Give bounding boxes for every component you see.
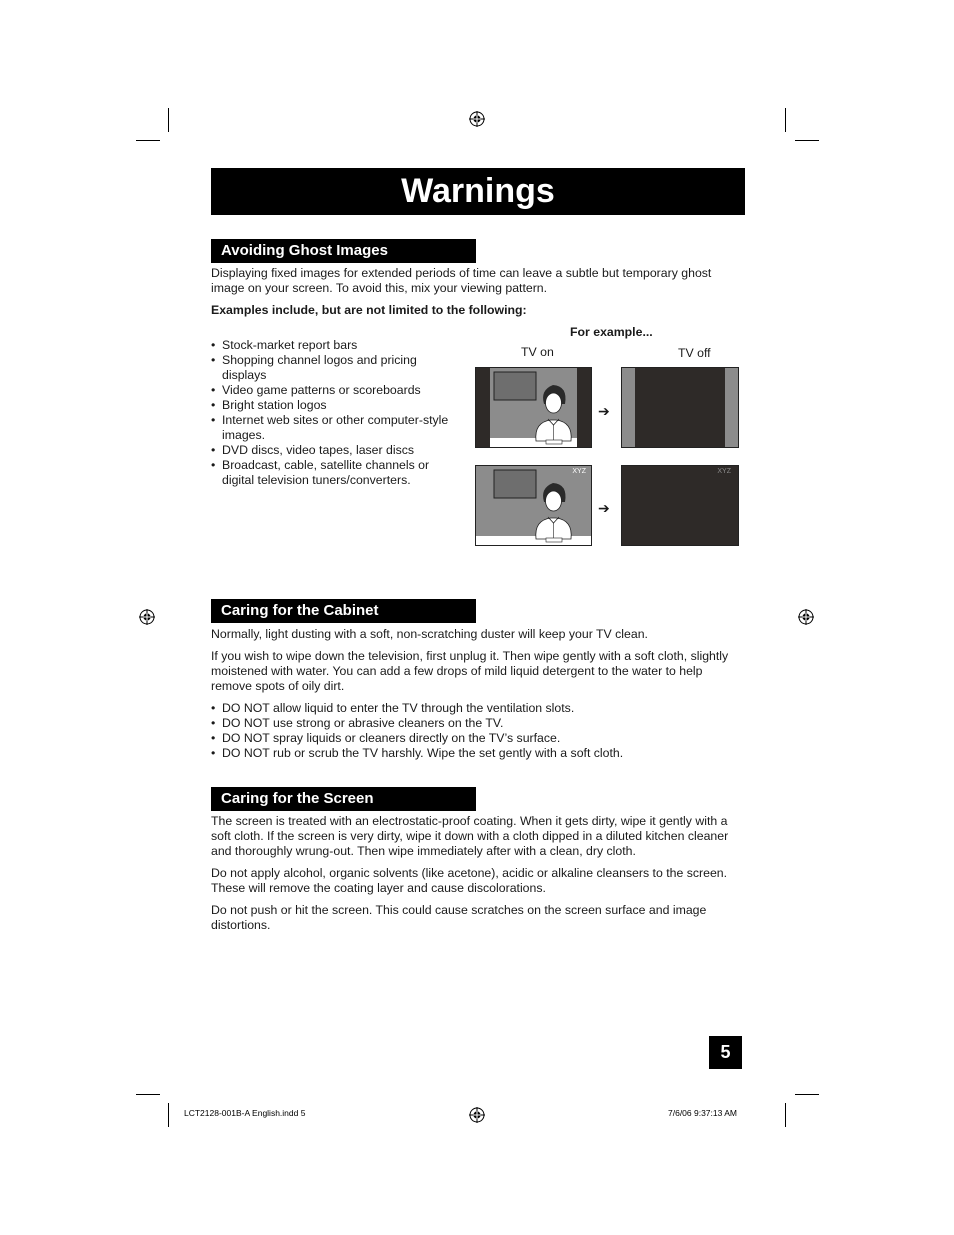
- examples-heading: Examples include, but are not limited to the following:: [211, 303, 527, 317]
- list-item: • DVD discs, video tapes, laser discs: [211, 443, 471, 458]
- page-title: Warnings: [211, 168, 745, 215]
- crop-mark: [136, 140, 160, 141]
- registration-mark-icon: [798, 609, 814, 625]
- list-item: • DO NOT use strong or abrasive cleaners on the TV.: [211, 716, 746, 731]
- list-item: • DO NOT allow liquid to enter the TV through the ventilation slots.: [211, 701, 746, 716]
- crop-mark: [795, 140, 819, 141]
- tv-on-pillarbox-illustration: [475, 367, 592, 448]
- crop-mark: [785, 108, 786, 132]
- screen-p2: Do not apply alcohol, organic solvents (like acetone), acidic or alkaline cleansers to the screen. These will remove the coating layer and cause discolorations.: [211, 866, 728, 895]
- section-heading-cabinet: Caring for the Cabinet: [211, 599, 476, 623]
- ghost-examples-list: [211, 338, 471, 488]
- list-item: • Bright station logos: [211, 398, 471, 413]
- registration-mark-icon: [469, 1107, 485, 1123]
- registration-mark-icon: [469, 111, 485, 127]
- screen-p3: Do not push or hit the screen. This could cause scratches on the screen surface and image distortions.: [211, 903, 707, 932]
- list-item: • Video game patterns or scoreboards: [211, 383, 471, 398]
- arrow-right-icon: ➔: [598, 500, 610, 516]
- crop-mark: [136, 1094, 160, 1095]
- newscaster-illustration: [476, 368, 591, 447]
- page-number: 5: [709, 1036, 742, 1069]
- list-item: • DO NOT spray liquids or cleaners directly on the TV’s surface.: [211, 731, 746, 746]
- section-heading-ghost-images: Avoiding Ghost Images: [211, 239, 476, 263]
- list-item: • Stock-market report bars: [211, 338, 471, 353]
- list-item: • Broadcast, cable, satellite channels or digital television tuners/converters.: [211, 458, 471, 488]
- cabinet-p1: Normally, light dusting with a soft, non-scratching duster will keep your TV clean.: [211, 627, 648, 641]
- footer-timestamp: 7/6/06 9:37:13 AM: [668, 1108, 737, 1118]
- newscaster-illustration: [476, 466, 591, 545]
- footer-file-name: LCT2128-001B-A English.indd 5: [184, 1108, 306, 1118]
- list-item: • DO NOT rub or scrub the TV harshly. Wipe the set gently with a soft cloth.: [211, 746, 746, 761]
- list-item: • Internet web sites or other computer-style images.: [211, 413, 471, 443]
- tv-off-pillarbox-illustration: [621, 367, 739, 448]
- tv-off-label: TV off: [678, 346, 711, 360]
- crop-mark: [168, 108, 169, 132]
- screen-p1: The screen is treated with an electrostatic-proof coating. When it gets dirty, wipe it gently with a soft cloth. If the screen is very dirty, wipe it down with a cloth dipped in a diluted kitchen cleaner and thoroughly wrung-out. Then wipe immediately after with a clean, dry cloth.: [211, 814, 729, 858]
- list-item: • Shopping channel logos and pricing displays: [211, 353, 471, 383]
- cabinet-warnings-list: [211, 701, 746, 761]
- cabinet-p2: If you wish to wipe down the television, first unplug it. Then wipe gently with a soft cloth, slightly moistened with water. You can add a few drops of mild liquid detergent to the water to help remove spots of oily dirt.: [211, 649, 729, 693]
- crop-mark: [168, 1103, 169, 1127]
- arrow-right-icon: ➔: [598, 403, 610, 419]
- station-logo-ghost-text: XYZ: [717, 468, 731, 475]
- figure-caption: For example...: [570, 325, 653, 339]
- tv-off-logo-illustration: [621, 465, 739, 546]
- tv-on-label: TV on: [521, 345, 554, 359]
- section-heading-screen: Caring for the Screen: [211, 787, 476, 811]
- crop-mark: [795, 1094, 819, 1095]
- crop-mark: [785, 1103, 786, 1127]
- station-logo-text: XYZ: [572, 468, 586, 475]
- tv-on-logo-illustration: [475, 465, 592, 546]
- registration-mark-icon: [139, 609, 155, 625]
- ghost-intro: Displaying fixed images for extended periods of time can leave a subtle but temporary ghost image on your screen. To avoid this, mix your viewing pattern.: [211, 266, 712, 295]
